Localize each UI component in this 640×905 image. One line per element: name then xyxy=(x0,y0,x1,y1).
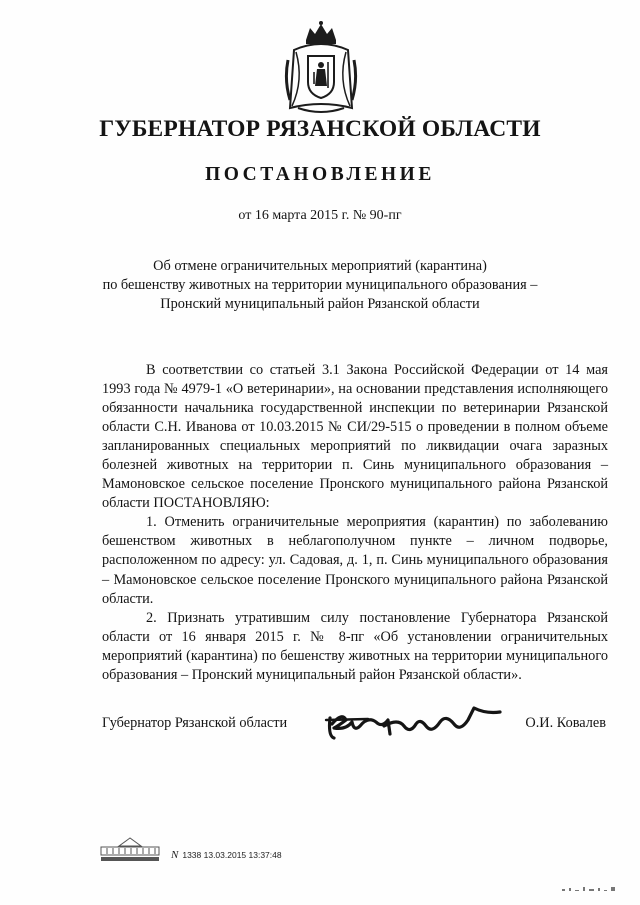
issuing-authority: ГУБЕРНАТОР РЯЗАНСКОЙ ОБЛАСТИ xyxy=(99,116,541,142)
subject-line: Пронский муниципальный район Рязанской области xyxy=(160,296,480,312)
ryazan-coat-of-arms-icon xyxy=(284,20,358,116)
signatory-name: О.И. Ковалев xyxy=(525,715,606,731)
handwritten-signature-icon xyxy=(324,700,514,744)
signatory-title: Губернатор Рязанской области xyxy=(102,715,288,731)
signature-block xyxy=(102,700,608,750)
document-subject xyxy=(80,257,560,314)
document-body xyxy=(102,361,608,685)
document-type: ПОСТАНОВЛЕНИЕ xyxy=(205,164,435,185)
subject-line: по бешенству животных на территории муниципального образования – xyxy=(102,277,538,293)
clause-1-paragraph: 1. Отменить ограничительные мероприятия (карантин) по заболеванию бешенством животных в неблагополучном пункте – личном подворье, расположенном по адресу: ул. Садовая, д. 1, п. Синь муниципального образования – Мамоновское сельское поселение Пронского муниципального района Рязанской области. xyxy=(102,514,608,607)
document-date-number: от 16 марта 2015 г. № 90-пг xyxy=(238,208,402,223)
scan-artifact-icon xyxy=(560,884,622,896)
registration-info: 1338 13.03.2015 13:37:48 xyxy=(182,850,282,860)
preamble-paragraph: В соответствии со статьей 3.1 Закона Российской Федерации от 14 мая 1993 года № 4979-1 «О ветеринарии», на основании представления исполняющего обязанности начальника государственной инспекции по ветеринарии Рязанской области С.Н. Иванова от 10.03.2015 № СИ/29-515 о проведении в полном объеме запланированных специальных мероприятий по ликвидации очага заразных болезней животных на территории п. Синь муниципального образования – Мамоновское сельское поселение Пронского муниципального района Рязанской области ПОСТАНОВЛЯЮ: xyxy=(102,362,608,512)
registration-stamp-icon xyxy=(99,836,161,864)
clause-2-paragraph: 2. Признать утратившим силу постановление Губернатора Рязанской области от 16 января 2015 г. № 8-пг «Об установлении ограничительных мероприятий (карантина) по бешенству животных на территории муниципального образования – Пронский муниципальный район Рязанской области». xyxy=(102,609,608,683)
registration-symbol: N xyxy=(171,849,179,861)
registration-line xyxy=(171,849,282,861)
subject-line: Об отмене ограничительных мероприятий (карантина) xyxy=(153,258,487,274)
registration-footer xyxy=(99,836,399,866)
